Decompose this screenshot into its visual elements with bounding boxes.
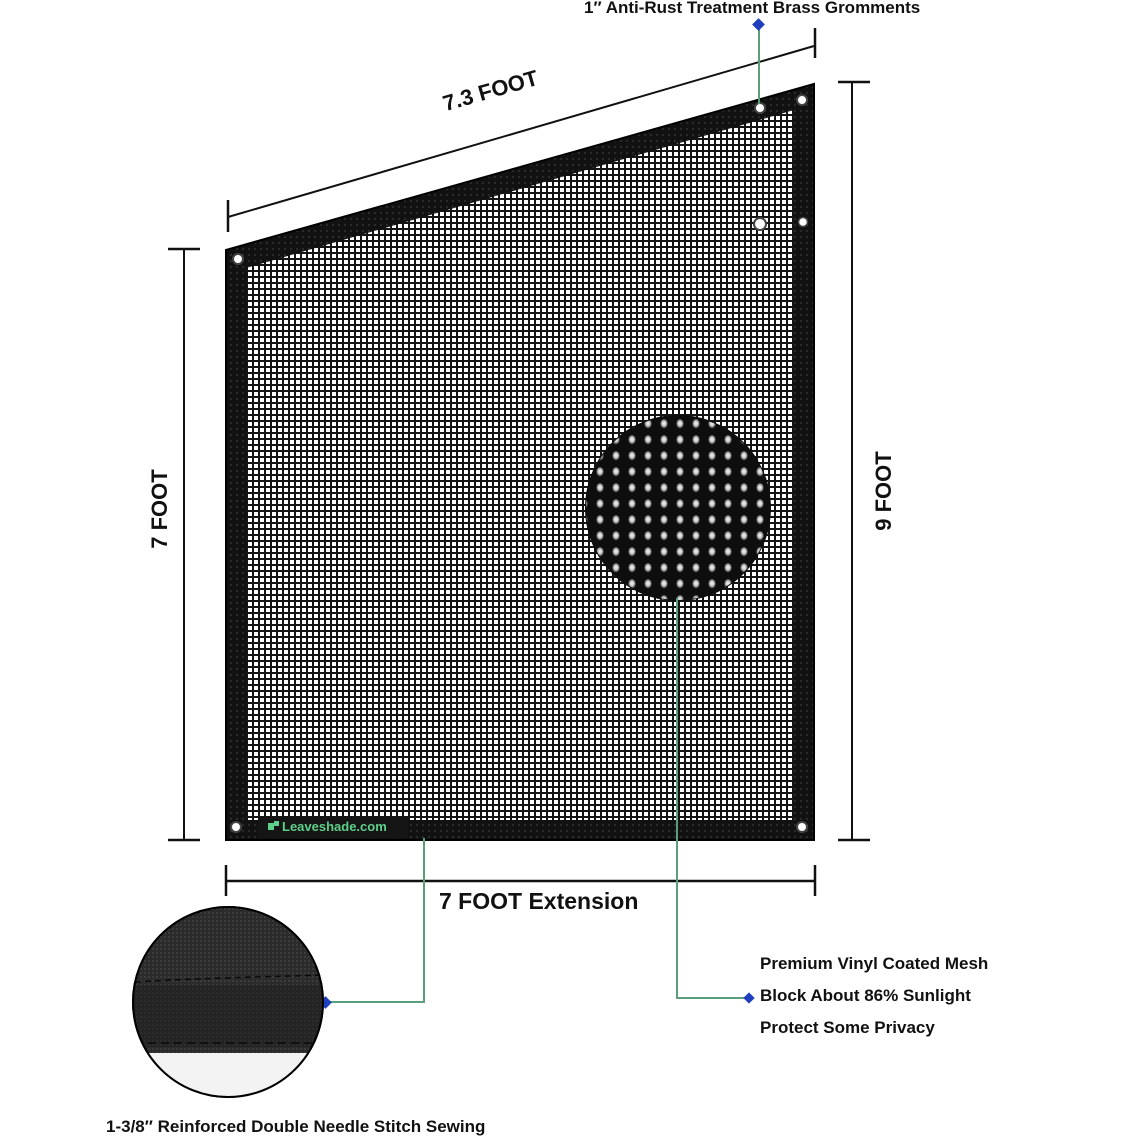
- grommet-icon: [799, 218, 808, 227]
- grommet-icon: [754, 218, 766, 230]
- stitch-callout-label: 1-3/8″ Reinforced Double Needle Stitch Sewing: [106, 1117, 486, 1136]
- stitch-magnifier: [130, 905, 330, 1103]
- top-edge-dimension: 7.3 FOOT: [440, 65, 541, 117]
- feature-item: Premium Vinyl Coated Mesh: [760, 954, 989, 973]
- right-edge-dimension: 9 FOOT: [871, 451, 896, 531]
- left-edge-dimension: 7 FOOT: [147, 469, 172, 549]
- brand-label: Leaveshade.com: [282, 819, 387, 834]
- grommet-icon: [797, 822, 807, 832]
- feature-item: Protect Some Privacy: [760, 1018, 935, 1037]
- grommet-callout-label: 1″ Anti-Rust Treatment Brass Gromments: [584, 0, 921, 17]
- grommet-icon: [231, 822, 241, 832]
- grommet-icon: [233, 254, 243, 264]
- grommet-icon: [797, 95, 807, 105]
- marker-diamond-icon: [743, 992, 754, 1003]
- feature-item: Block About 86% Sunlight: [760, 986, 971, 1005]
- bottom-edge-dimension: 7 FOOT Extension: [439, 888, 639, 914]
- marker-diamond-icon: [752, 18, 765, 31]
- grommet-icon: [755, 103, 765, 113]
